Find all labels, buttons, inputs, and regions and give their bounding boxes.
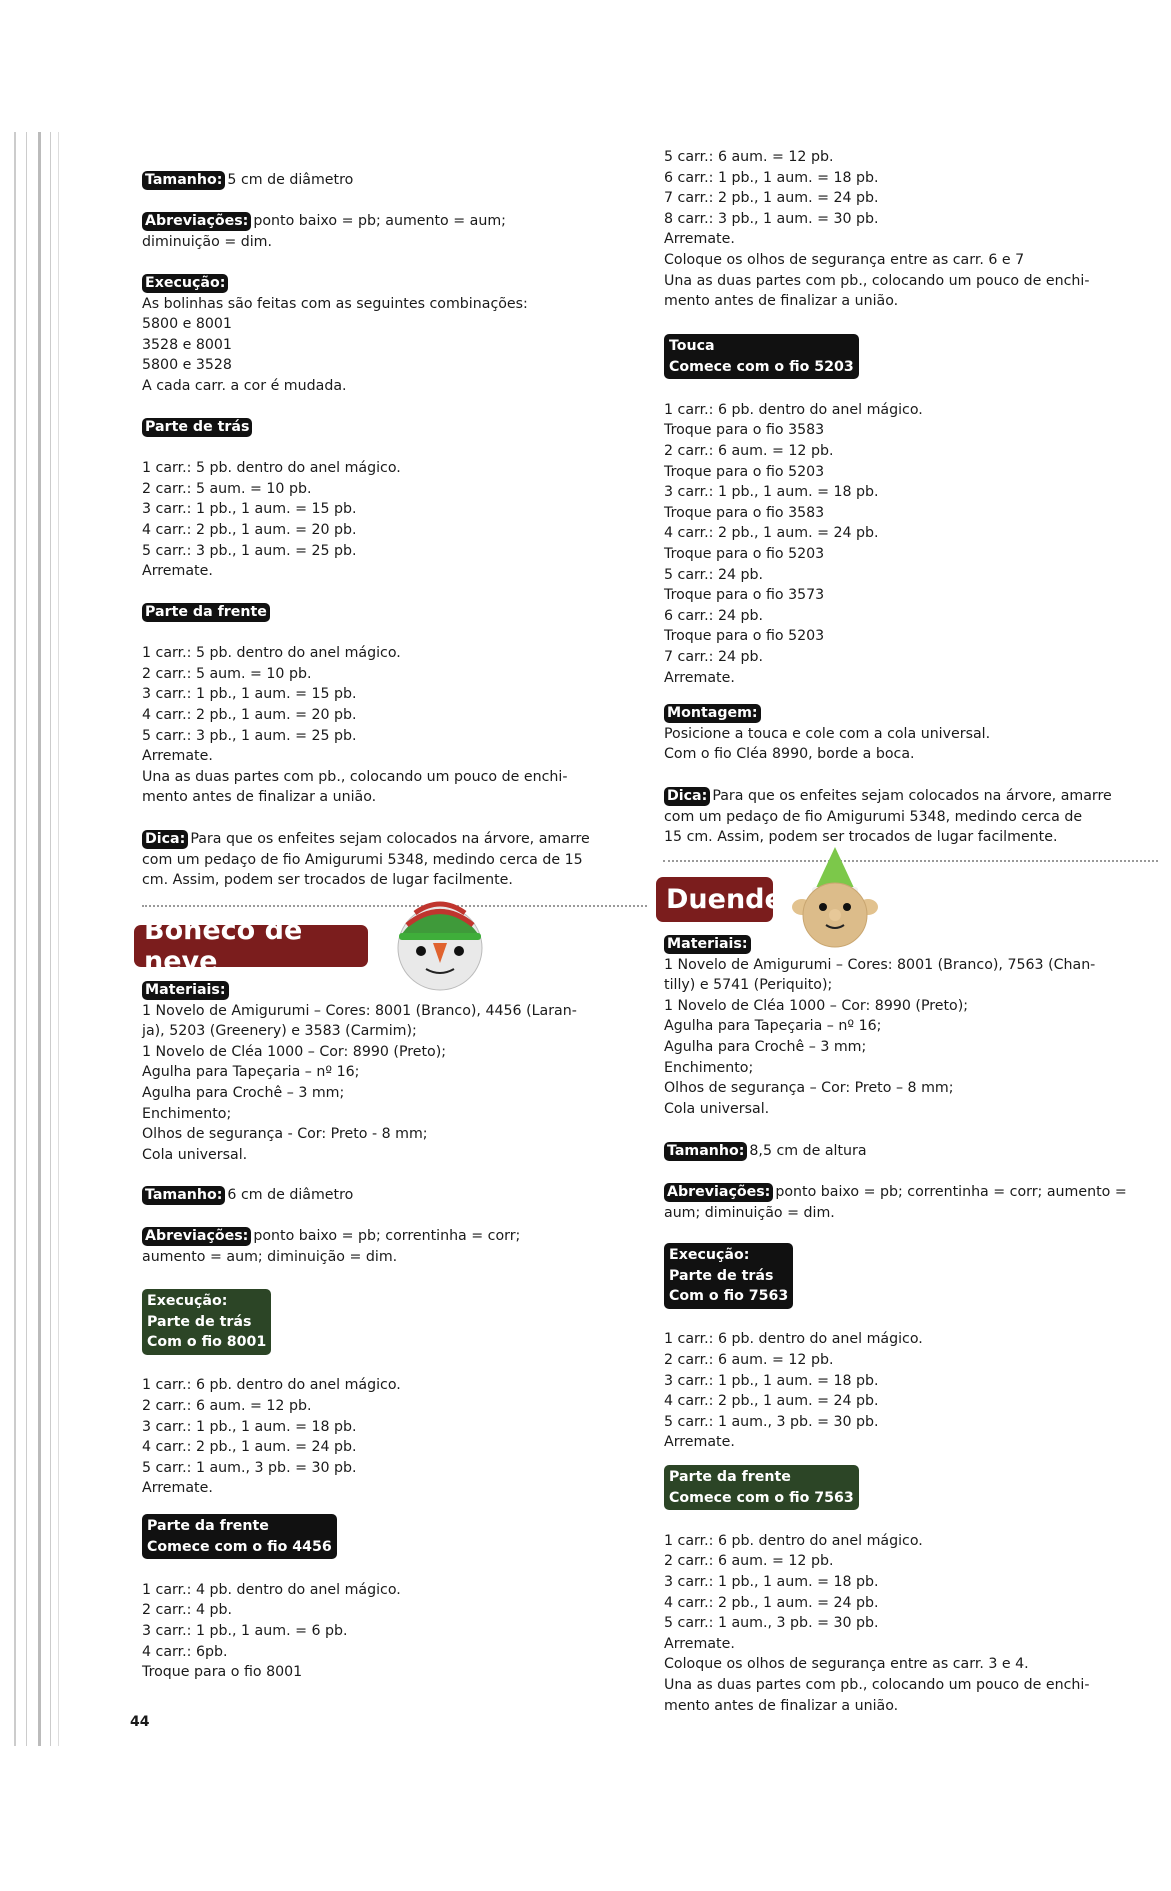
label-text: Execução:	[669, 1247, 750, 1263]
label-text: Materiais:	[667, 936, 748, 952]
text-line: 4 carr.: 6pb.	[142, 1643, 228, 1660]
section-label	[664, 1142, 747, 1161]
text-line: 5 carr.: 1 aum., 3 pb. = 30 pb.	[664, 1615, 879, 1632]
label-text: Parte de trás	[147, 1313, 252, 1330]
text-line: Arremate.	[664, 669, 735, 686]
spacer	[142, 438, 401, 459]
text-line: mento antes de finalizar a união.	[664, 293, 899, 310]
spacer	[664, 379, 923, 400]
text-block	[664, 1141, 867, 1162]
text-block	[664, 1465, 1089, 1716]
text-line: 6 carr.: 1 pb., 1 aum. = 18 pb.	[664, 169, 879, 186]
text-block	[142, 829, 590, 891]
text-line: 1 Novelo de Cléa 1000 – Cor: 8990 (Preto);	[142, 1043, 447, 1060]
label-text: Parte de trás	[145, 419, 250, 435]
label-text: Execução:	[145, 275, 226, 291]
binding-edge	[58, 132, 59, 1746]
label-text: Abreviações:	[667, 1184, 771, 1200]
text-line: tilly) e 5741 (Periquito);	[664, 977, 833, 994]
label-row	[142, 417, 401, 438]
text-block	[664, 1243, 923, 1453]
label-row	[664, 334, 923, 379]
label-text: Com o fio 7563	[669, 1288, 789, 1305]
text-line: 3 carr.: 1 pb., 1 aum. = 18 pb.	[664, 1573, 879, 1590]
spacer	[142, 1355, 401, 1376]
text-line: 1 Novelo de Cléa 1000 – Cor: 8990 (Preto);	[664, 997, 969, 1014]
text-line: Olhos de segurança – Cor: Preto – 8 mm;	[664, 1080, 954, 1097]
section-label	[142, 418, 252, 437]
section-label	[664, 704, 761, 723]
text-line: 4 carr.: 2 pb., 1 aum. = 24 pb.	[664, 1594, 879, 1611]
text-line: 5 carr.: 3 pb., 1 aum. = 25 pb.	[142, 542, 357, 559]
spacer	[142, 623, 567, 644]
label-text: Abreviações:	[145, 213, 249, 229]
section-label	[664, 1243, 793, 1309]
binding-edge	[38, 132, 41, 1746]
text-line-content: 8,5 cm de altura	[749, 1143, 867, 1159]
text-line: 4 carr.: 2 pb., 1 aum. = 24 pb.	[664, 1393, 879, 1410]
text-block	[142, 1514, 401, 1683]
text-line: 4 carr.: 2 pb., 1 aum. = 24 pb.	[142, 1439, 357, 1456]
text-line: Troque para o fio 3583	[664, 504, 825, 521]
text-line: Arremate.	[142, 1480, 213, 1497]
section-label	[142, 212, 251, 231]
text-line: Troque para o fio 3583	[664, 422, 825, 439]
text-line: 8 carr.: 3 pb., 1 aum. = 30 pb.	[664, 210, 879, 227]
text-block	[142, 170, 353, 191]
text-line: com um pedaço de fio Amigurumi 5348, medindo cerca de	[664, 808, 1083, 825]
text-line: Agulha para Crochê – 3 mm;	[664, 1038, 867, 1055]
text-line: 4 carr.: 2 pb., 1 aum. = 24 pb.	[664, 525, 879, 542]
text-line: 1 carr.: 6 pb. dentro do anel mágico.	[664, 1331, 923, 1348]
text-line	[142, 170, 353, 191]
section-label	[142, 1227, 251, 1246]
section-label	[142, 1289, 271, 1355]
text-line-content: 6 cm de diâmetro	[227, 1187, 354, 1203]
label-text: Parte da frente	[145, 604, 267, 620]
label-text: Execução:	[147, 1293, 228, 1309]
label-row	[142, 602, 567, 623]
text-line: Coloque os olhos de segurança entre as carr. 3 e 4.	[664, 1656, 1029, 1673]
text-line: 4 carr.: 2 pb., 1 aum. = 20 pb.	[142, 706, 357, 723]
text-line: As bolinhas são feitas com as seguintes combinações:	[142, 295, 528, 312]
text-line: 15 cm. Assim, podem ser trocados de lugar facilmente.	[664, 829, 1058, 846]
text-block	[664, 703, 990, 765]
label-text: Parte da frente	[669, 1469, 791, 1485]
text-line: diminuição = dim.	[142, 233, 272, 250]
text-line	[142, 829, 590, 850]
text-line: Troque para o fio 8001	[142, 1664, 303, 1681]
text-line: Troque para o fio 5203	[664, 628, 825, 645]
text-line: Olhos de segurança - Cor: Preto - 8 mm;	[142, 1126, 428, 1143]
text-line: 2 carr.: 6 aum. = 12 pb.	[142, 1397, 312, 1414]
text-line: 5 carr.: 3 pb., 1 aum. = 25 pb.	[142, 727, 357, 744]
text-line: Una as duas partes com pb., colocando um pouco de enchi-	[142, 768, 568, 785]
text-line: Agulha para Tapeçaria – nº 16;	[142, 1064, 360, 1081]
text-block	[142, 602, 567, 808]
text-line: 3 carr.: 1 pb., 1 aum. = 18 pb.	[142, 1418, 357, 1435]
label-text: Montagem:	[667, 705, 758, 721]
text-line: Posicione a touca e cole com a cola universal.	[664, 725, 991, 742]
text-line: 7 carr.: 24 pb.	[664, 648, 764, 665]
text-line-content: ponto baixo = pb; correntinha = corr;	[253, 1228, 521, 1244]
text-line	[142, 1185, 353, 1206]
text-line	[142, 211, 506, 232]
text-line: 2 carr.: 5 aum. = 10 pb.	[142, 665, 312, 682]
text-line: mento antes de finalizar a união.	[142, 789, 377, 806]
text-line: 1 carr.: 6 pb. dentro do anel mágico.	[142, 1377, 401, 1394]
text-line: 7 carr.: 2 pb., 1 aum. = 24 pb.	[664, 190, 879, 207]
text-line: 5 carr.: 1 aum., 3 pb. = 30 pb.	[142, 1459, 357, 1476]
label-text: Comece com o fio 5203	[669, 358, 854, 375]
text-block	[142, 980, 577, 1165]
text-line: Troque para o fio 5203	[664, 545, 825, 562]
text-line: cm. Assim, podem ser trocados de lugar facilmente.	[142, 872, 513, 889]
text-line: com um pedaço de fio Amigurumi 5348, medindo cerca de 15	[142, 851, 583, 868]
text-line: aum; diminuição = dim.	[664, 1204, 835, 1221]
section-label	[142, 1514, 337, 1559]
text-line	[664, 1141, 867, 1162]
text-block	[142, 273, 528, 397]
label-text: Com o fio 8001	[147, 1334, 267, 1351]
text-block	[664, 334, 923, 688]
binding-edge	[50, 132, 51, 1746]
text-line: Agulha para Tapeçaria – nº 16;	[664, 1018, 882, 1035]
text-line: 2 carr.: 6 aum. = 12 pb.	[664, 1351, 834, 1368]
text-line: 3528 e 8001	[142, 336, 232, 353]
text-line: Com o fio Cléa 8990, borde a boca.	[664, 746, 915, 763]
text-line: aumento = aum; diminuição = dim.	[142, 1248, 398, 1265]
spacer	[142, 1559, 401, 1580]
text-line: Coloque os olhos de segurança entre as carr. 6 e 7	[664, 251, 1025, 268]
binding-edge	[14, 132, 16, 1746]
text-line: Cola universal.	[664, 1100, 770, 1117]
label-text: Tamanho:	[145, 172, 223, 188]
text-line: Agulha para Crochê – 3 mm;	[142, 1084, 345, 1101]
page-number: 44	[130, 1714, 150, 1730]
section-label	[664, 787, 710, 806]
text-line: 1 Novelo de Amigurumi – Cores: 8001 (Branco), 7563 (Chan-	[664, 956, 1096, 973]
text-line: Arremate.	[664, 1635, 735, 1652]
section-label	[142, 981, 229, 1000]
text-line: Arremate.	[664, 231, 735, 248]
binding-edge	[26, 132, 27, 1746]
text-block	[142, 1289, 401, 1499]
label-text: Tamanho:	[145, 1187, 223, 1203]
text-line: 5800 e 8001	[142, 316, 232, 333]
text-line: 2 carr.: 4 pb.	[142, 1602, 233, 1619]
text-line: Cola universal.	[142, 1146, 248, 1163]
spacer	[664, 1510, 1089, 1531]
text-line	[664, 786, 1112, 807]
text-line: 5 carr.: 6 aum. = 12 pb.	[664, 149, 834, 165]
label-text: Dica:	[145, 831, 186, 847]
label-row	[142, 1514, 401, 1559]
text-line	[664, 1182, 1127, 1203]
section-divider	[663, 860, 1158, 862]
label-text: Comece com o fio 7563	[669, 1489, 854, 1506]
text-block	[664, 147, 1089, 312]
section-title: Duende	[656, 877, 773, 922]
label-text: Materiais:	[145, 982, 226, 998]
text-line-content: ponto baixo = pb; correntinha = corr; aumento =	[775, 1184, 1127, 1200]
section-label	[142, 830, 188, 849]
text-block	[142, 211, 506, 252]
text-line-content: ponto baixo = pb; aumento = aum;	[253, 213, 506, 229]
elf-ornament-photo	[790, 845, 880, 950]
text-line: Una as duas partes com pb., colocando um pouco de enchi-	[664, 272, 1090, 289]
text-line: 4 carr.: 2 pb., 1 aum. = 20 pb.	[142, 521, 357, 538]
text-line: 2 carr.: 5 aum. = 10 pb.	[142, 480, 312, 497]
section-label	[142, 274, 228, 293]
label-text: Parte da frente	[147, 1518, 269, 1534]
text-line: A cada carr. a cor é mudada.	[142, 377, 347, 394]
text-line: Arremate.	[142, 748, 213, 765]
label-text: Dica:	[667, 788, 708, 804]
text-block	[142, 1226, 520, 1267]
label-row	[142, 273, 528, 294]
section-label	[664, 935, 751, 954]
section-label	[142, 1186, 225, 1205]
text-line: 5 carr.: 1 aum., 3 pb. = 30 pb.	[664, 1413, 879, 1430]
text-line: 6 carr.: 24 pb.	[664, 607, 764, 624]
section-title: Boneco de neve	[134, 925, 368, 967]
section-label	[142, 603, 270, 622]
text-line: 1 carr.: 5 pb. dentro do anel mágico.	[142, 645, 401, 662]
text-line: 3 carr.: 1 pb., 1 aum. = 15 pb.	[142, 686, 357, 703]
text-line: 2 carr.: 6 aum. = 12 pb.	[664, 442, 834, 459]
label-row	[664, 1243, 923, 1309]
text-line: 1 carr.: 5 pb. dentro do anel mágico.	[142, 460, 401, 477]
text-block	[664, 1182, 1127, 1223]
text-line: 3 carr.: 1 pb., 1 aum. = 18 pb.	[664, 484, 879, 501]
text-line: ja), 5203 (Greenery) e 3583 (Carmim);	[142, 1023, 417, 1040]
text-line: Enchimento;	[142, 1105, 232, 1122]
text-line: Troque para o fio 3573	[664, 587, 825, 604]
text-block	[142, 417, 401, 582]
text-line: 5 carr.: 24 pb.	[664, 566, 764, 583]
label-text: Comece com o fio 4456	[147, 1538, 332, 1555]
label-row	[142, 980, 577, 1001]
text-line: 1 carr.: 4 pb. dentro do anel mágico.	[142, 1581, 401, 1598]
text-block	[664, 786, 1112, 848]
snowman-ornament-photo	[393, 893, 487, 993]
text-line: 1 carr.: 6 pb. dentro do anel mágico.	[664, 1532, 923, 1549]
label-row	[142, 1289, 401, 1355]
section-label	[664, 1465, 859, 1510]
label-text: Tamanho:	[667, 1143, 745, 1159]
section-label	[664, 1183, 773, 1202]
label-text: Parte de trás	[669, 1267, 774, 1284]
label-row	[664, 1465, 1089, 1510]
text-line: Una as duas partes com pb., colocando um pouco de enchi-	[664, 1676, 1090, 1693]
label-text: Touca	[669, 338, 715, 354]
text-line: mento antes de finalizar a união.	[664, 1697, 899, 1714]
text-line: 3 carr.: 1 pb., 1 aum. = 6 pb.	[142, 1622, 348, 1639]
section-label	[142, 171, 225, 190]
text-line: 3 carr.: 1 pb., 1 aum. = 18 pb.	[664, 1372, 879, 1389]
spacer	[664, 1309, 923, 1330]
text-line: Troque para o fio 5203	[664, 463, 825, 480]
text-line	[142, 1226, 520, 1247]
text-line: 3 carr.: 1 pb., 1 aum. = 15 pb.	[142, 501, 357, 518]
section-label	[664, 334, 859, 379]
text-line: Arremate.	[664, 1434, 735, 1451]
text-block	[664, 934, 1095, 1119]
text-line: 2 carr.: 6 aum. = 12 pb.	[664, 1553, 834, 1570]
text-line: 5800 e 3528	[142, 357, 232, 374]
text-line-content: 5 cm de diâmetro	[227, 172, 354, 188]
text-block	[142, 1185, 353, 1206]
text-line: Enchimento;	[664, 1059, 754, 1076]
text-line-content: Para que os enfeites sejam colocados na árvore, amarre	[190, 831, 590, 847]
text-line: Arremate.	[142, 563, 213, 580]
label-text: Abreviações:	[145, 1228, 249, 1244]
label-row	[664, 703, 990, 724]
text-line: 1 Novelo de Amigurumi – Cores: 8001 (Branco), 4456 (Laran-	[142, 1002, 577, 1019]
text-line: 1 carr.: 6 pb. dentro do anel mágico.	[664, 401, 923, 418]
text-line-content: Para que os enfeites sejam colocados na árvore, amarre	[712, 788, 1112, 804]
